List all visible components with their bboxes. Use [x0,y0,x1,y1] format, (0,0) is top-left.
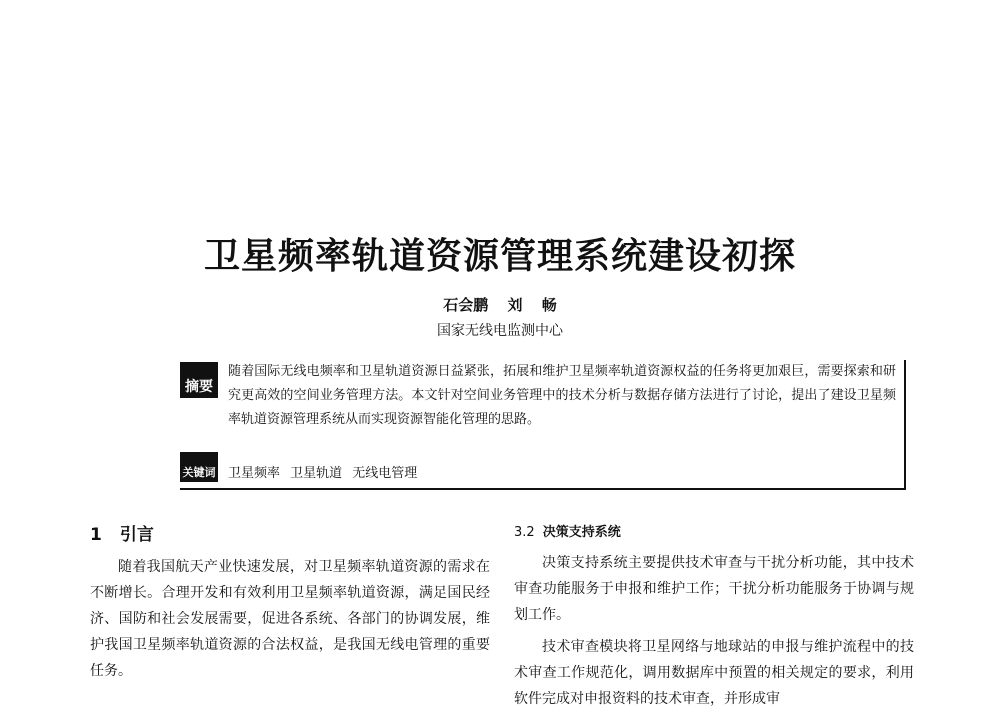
decision-support-paragraph-2: 技术审查模块将卫星网络与地球站的申报与维护流程中的技术审查工作规范化，调用数据库中预置的相关规定的要求，利用软件完成对申报资料的技术审查，并形成审 [514,639,914,707]
abstract-text: 随着国际无线电频率和卫星轨道资源日益紧张，拓展和维护卫星频率轨道资源权益的任务将更加艰巨，需要探索和研究更高效的空间业务管理方法。本文针对空间业务管理中的技术分析与数据存储方法进行了讨论，提出了建设卫星频率轨道资源管理系统从而实现资源智能化管理的思路。 [228,364,896,427]
paper-title: 卫星频率轨道资源管理系统建设初探 [203,236,796,277]
abstract-box [180,360,906,490]
keywords-text: 卫星频率 卫星轨道 无线电管理 [228,466,418,481]
section-number: 1 [90,525,102,545]
keywords-label: 关键词 [180,452,218,482]
subsection-title: 决策支持系统 [542,525,621,540]
intro-paragraph: 随着我国航天产业快速发展，对卫星频率轨道资源的需求在不断增长。合理开发和有效利用卫星频率轨道资源，满足国民经济、国防和社会发展需要，促进各系统、各部门的协调发展，维护我国卫星频率轨道资源的合法权益，是我国无线电管理的重要任务。 [90,559,490,679]
authors: 石会鹏 刘 畅 [443,296,557,314]
right-column [514,522,914,718]
section-title: 引言 [119,525,154,545]
left-column [90,522,490,690]
decision-support-paragraph-1: 决策支持系统主要提供技术审查与干扰分析功能，其中技术审查功能服务于申报和维护工作；干扰分析功能服务于协调与规划工作。 [514,555,914,623]
abstract-label: 摘要 [180,362,218,398]
subsection-number: 3.2 [514,525,535,540]
section-heading [90,522,490,548]
subsection-heading [514,522,914,544]
affiliation: 国家无线电监测中心 [437,323,563,339]
